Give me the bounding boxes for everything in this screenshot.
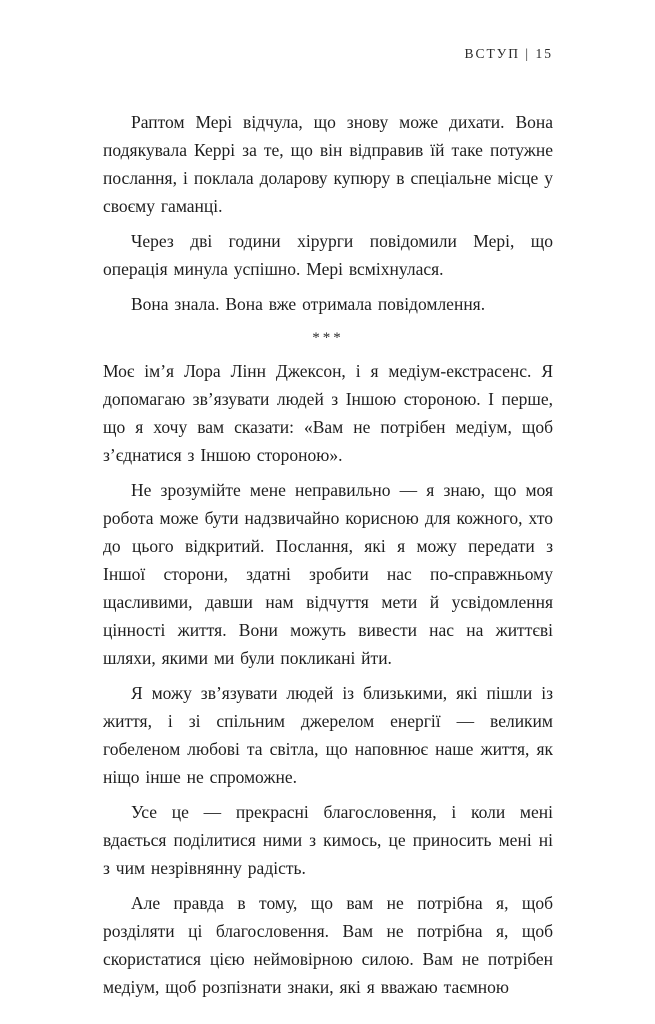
page-body — [103, 108, 553, 1001]
paragraph: Не зрозумійте мене неправильно — я знаю, що моя робота може бути надзвичайно корисною для кожного, хто до цього відкритий. Послання, які я можу передати з Іншої сторони, здатні зробити нас по-справжньому щасливими, давши нам відчуття мети й усвідомлення цінності життя. Вони можуть вивести нас на життєві шляхи, якими ми були покликані йти. — [103, 480, 553, 668]
paragraph: Але правда в тому, що вам не потрібна я, щоб розділяти ці благословення. Вам не потрібна я, щоб скористатися цією неймовірною силою. Вам не потрібен медіум, щоб розпізнати знаки, які я вважаю таємною — [103, 893, 553, 997]
paragraph: Моє ім’я Лора Лінн Джексон, і я медіум-екстрасенс. Я допомагаю зв’язувати людей з Іншою стороною. І перше, що я хочу вам сказати: «Вам не потрібен медіум, щоб з’єднатися з Іншою стороною». — [103, 361, 553, 465]
paragraph: Я можу зв’язувати людей із близькими, які пішли із життя, і зі спільним джерелом енергії — великим гобеленом любові та світла, що наповнює наше життя, як ніщо інше не спроможне. — [103, 683, 553, 787]
section-separator: *** — [312, 330, 344, 346]
running-header: ВСТУП | 15 — [464, 46, 553, 61]
paragraph: Раптом Мері відчула, що знову може дихати. Вона подякувала Керрі за те, що він відправив їй таке потужне послання, і поклала доларову купюру в спеціальне місце у своєму гаманці. — [103, 112, 553, 216]
paragraph: Вона знала. Вона вже отримала повідомлення. — [131, 294, 486, 314]
paragraph: Через дві години хірурги повідомили Мері, що операція минула успішно. Мері всміхнулася. — [103, 231, 553, 279]
paragraph: Усе це — прекрасні благословення, і коли мені вдається поділитися ними з кимось, це приносить мені ні з чим незрівнянну радість. — [103, 802, 553, 878]
